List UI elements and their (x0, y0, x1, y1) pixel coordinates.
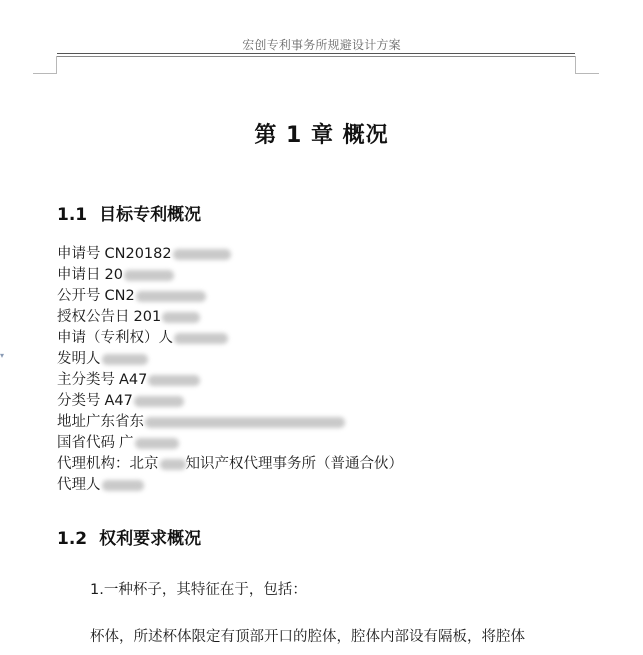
section-heading-claims (57, 524, 201, 549)
header-rule (57, 53, 575, 54)
info-label: 代理机构： (57, 456, 130, 472)
claim-1-intro: 1.一种杯子，其特征在于，包括： (90, 582, 307, 598)
redacted-text (134, 396, 184, 407)
redacted-text (102, 354, 148, 365)
redacted-text (160, 459, 186, 470)
info-value: CN2 (104, 288, 135, 304)
info-row-application-number (57, 244, 403, 265)
info-row-agent (57, 475, 403, 496)
claim-1-body: 杯体，所述杯体限定有顶部开口的腔体，腔体内部设有隔板，将腔体 (90, 629, 525, 645)
redacted-text (162, 312, 200, 323)
info-row-inventor (57, 349, 403, 370)
section-title-text: 权利要求概况 (99, 529, 202, 549)
info-row-address (57, 412, 403, 433)
running-header: 宏创专利事务所规避设计方案 (242, 38, 401, 52)
info-row-province-code (57, 433, 403, 454)
info-value: 广东省东 (86, 414, 144, 430)
info-row-classification (57, 391, 403, 412)
collapse-arrow-icon[interactable]: ▾ (0, 351, 5, 360)
section-title-text: 目标专利概况 (99, 205, 202, 225)
margin-mark-left-horizontal (33, 73, 57, 74)
patent-info-list (57, 244, 403, 496)
info-label: 申请号 (57, 246, 101, 262)
info-label: 分类号 (57, 393, 101, 409)
info-label: 主分类号 (57, 372, 115, 388)
info-value: A47 (104, 393, 133, 409)
info-value: 20 (104, 267, 123, 283)
info-value: CN20182 (104, 246, 172, 262)
header-rule-thin (57, 56, 575, 57)
info-row-agency (57, 454, 403, 475)
info-row-grant-date (57, 307, 403, 328)
redacted-text (124, 270, 174, 281)
info-row-publication-number (57, 286, 403, 307)
info-label: 国省代码 (57, 435, 115, 451)
chapter-title: 第 1 章 概况 (254, 123, 389, 148)
info-label: 申请日 (57, 267, 101, 283)
info-label: 授权公告日 (57, 309, 130, 325)
section-number: 1.1 (57, 205, 88, 225)
info-row-main-classification (57, 370, 403, 391)
redacted-text (135, 438, 179, 449)
margin-mark-left-vertical (56, 56, 57, 74)
info-label: 公开号 (57, 288, 101, 304)
info-label: 代理人 (57, 477, 101, 493)
margin-mark-right-vertical (575, 56, 576, 74)
info-value: 201 (133, 309, 162, 325)
section-heading-target-patent (57, 200, 201, 225)
info-label: 地址 (57, 414, 86, 430)
redacted-text (145, 417, 345, 428)
info-value: 广 (119, 435, 134, 451)
redacted-text (174, 333, 228, 344)
section-number: 1.2 (57, 529, 88, 549)
redacted-text (102, 480, 144, 491)
margin-mark-right-horizontal (575, 73, 599, 74)
info-value: 北京 (129, 456, 159, 472)
info-row-application-date (57, 265, 403, 286)
redacted-text (148, 375, 200, 386)
redacted-text (136, 291, 206, 302)
info-label: 发明人 (57, 351, 101, 367)
info-value-suffix: 知识产权代理事务所（普通合伙） (185, 456, 403, 472)
redacted-text (173, 249, 231, 260)
info-label: 申请（专利权）人 (57, 330, 173, 346)
info-value: A47 (119, 372, 148, 388)
info-row-applicant (57, 328, 403, 349)
